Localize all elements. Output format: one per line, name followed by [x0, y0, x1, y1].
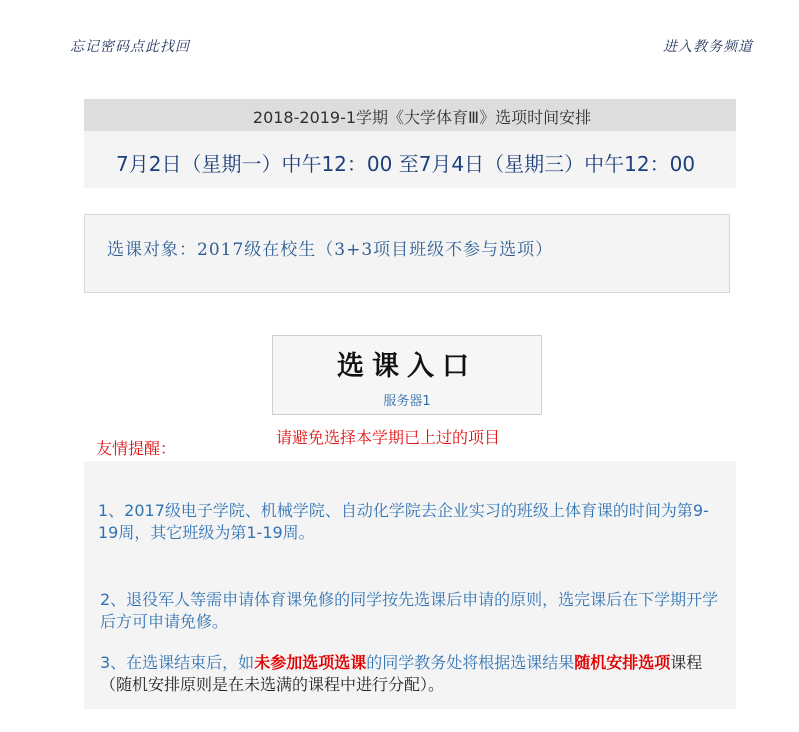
reminder-3-text-a: 3、在选课结束后，如: [100, 653, 255, 672]
reminder-3-highlight-random-assign: 随机安排选项: [574, 653, 671, 672]
target-students-panel: [84, 214, 730, 293]
reminder-3-highlight-not-enrolled: 未参加选项选课: [254, 653, 367, 672]
academic-portal-link[interactable]: 进入教务频道: [663, 39, 753, 55]
avoid-repeat-note: 请避免选择本学期已上过的项目: [276, 428, 501, 447]
schedule-title: 2018-2019-1学期《大学体育Ⅲ》选项时间安排: [252, 108, 592, 127]
friendly-reminder-label: 友情提醒：: [96, 439, 177, 458]
server-1-link[interactable]: 服务器1: [383, 394, 431, 409]
reminder-item-2: 2、退役军人等需申请体育课免修的同学按先选课后申请的原则，选完课后在下学期开学后方可申请免修。: [100, 590, 719, 631]
forgot-password-link[interactable]: 忘记密码点此找回: [70, 39, 190, 55]
reminder-panel: [84, 461, 736, 709]
reminder-item-3: [100, 652, 730, 696]
reminder-3-text-c: 课程（随机安排原则是在未选满的课程中进行分配）。: [100, 653, 703, 694]
schedule-time-panel: [84, 131, 736, 188]
schedule-time: 7月2日（星期一）中午12：00 至7月4日（星期三）中午12：00: [116, 152, 696, 176]
course-entry-title: 选课入口: [337, 351, 477, 382]
reminder-3-text-b: 的同学教务处将根据选课结果: [366, 653, 575, 672]
reminder-item-1: 1、2017级电子学院、机械学院、自动化学院去企业实习的班级上体育课的时间为第9-19周，其它班级为第1-19周。: [98, 501, 709, 542]
target-students-text: 选课对象：2017级在校生（3+3项目班级不参与选项）: [107, 240, 554, 260]
schedule-header-bar: [84, 99, 736, 131]
course-entry-panel[interactable]: [272, 335, 542, 415]
